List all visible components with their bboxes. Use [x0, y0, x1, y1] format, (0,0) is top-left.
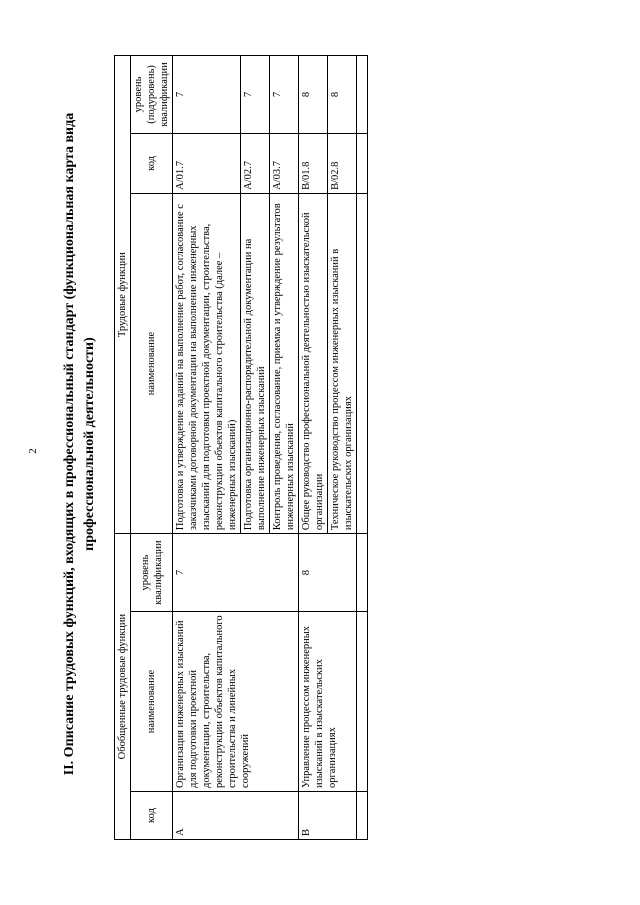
function-name: Подготовка и утверждение заданий на выполнение работ, согласование с заказчиками договорной документации на выполнение инженерных изысканий для подготовки проектной документации, строительства, реконструкции объектов капитального строительства (далее – инженерных изысканий): [173, 193, 241, 533]
functional-map-table: [114, 55, 368, 840]
header-code: код: [131, 792, 173, 840]
header-qualification-level: уровень квалификации: [131, 534, 173, 612]
section-title-line-2: профессиональной деятельности): [82, 337, 97, 551]
function-code: A/02.7: [241, 133, 270, 193]
section-title-line-1: II. Описание трудовых функций, входящих в профессиональный стандарт (функциональная карта вида: [62, 112, 77, 776]
header-tf-level: уровень (подуровень) квалификации: [131, 56, 173, 134]
page-number: 2: [26, 448, 39, 454]
function-code: A/01.7: [173, 133, 241, 193]
header-row-groups: [115, 56, 131, 840]
rotated-page-content: [60, 38, 595, 850]
header-row-columns: [131, 56, 173, 840]
section-title: [60, 38, 100, 850]
header-name: наименование: [131, 612, 173, 792]
function-code: A/03.7: [270, 133, 299, 193]
blank-cell: [357, 193, 368, 533]
blank-row: [357, 56, 368, 840]
function-name: Общее руководство профессиональной деятельностью изыскательской организации: [299, 193, 328, 533]
group-name: Организация инженерных изысканий для подготовки проектной документации, строительства, реконструкции объектов капитального строительства и линейных сооружений: [173, 612, 299, 792]
table-row: [173, 56, 241, 840]
function-name: Контроль проведения, согласование, приемка и утверждение результатов инженерных изысканий: [270, 193, 299, 533]
group-code: B: [299, 792, 357, 840]
group-name: Управление процессом инженерных изысканий в изыскательских организациях: [299, 612, 357, 792]
table-row: [299, 56, 328, 840]
function-level: 7: [270, 56, 299, 134]
header-tf-code: код: [131, 133, 173, 193]
header-tf-name: наименование: [131, 193, 173, 533]
header-generalized-functions: Обобщенные трудовые функции: [115, 534, 131, 840]
group-code: A: [173, 792, 299, 840]
group-level: 8: [299, 534, 357, 612]
function-name: Подготовка организационно-распорядительной документации на выполнение инженерных изысканий: [241, 193, 270, 533]
function-level: 7: [241, 56, 270, 134]
group-level: 7: [173, 534, 299, 612]
function-level: 7: [173, 56, 241, 134]
function-code: B/02.8: [328, 133, 357, 193]
header-labor-functions: Трудовые функции: [115, 56, 131, 534]
function-code: B/01.8: [299, 133, 328, 193]
blank-cell: [357, 792, 368, 840]
blank-cell: [357, 534, 368, 612]
function-level: 8: [299, 56, 328, 134]
function-level: 8: [328, 56, 357, 134]
function-name: Техническое руководство процессом инженерных изысканий в изыскательских организациях: [328, 193, 357, 533]
blank-cell: [357, 612, 368, 792]
blank-cell: [357, 56, 368, 134]
blank-cell: [357, 133, 368, 193]
